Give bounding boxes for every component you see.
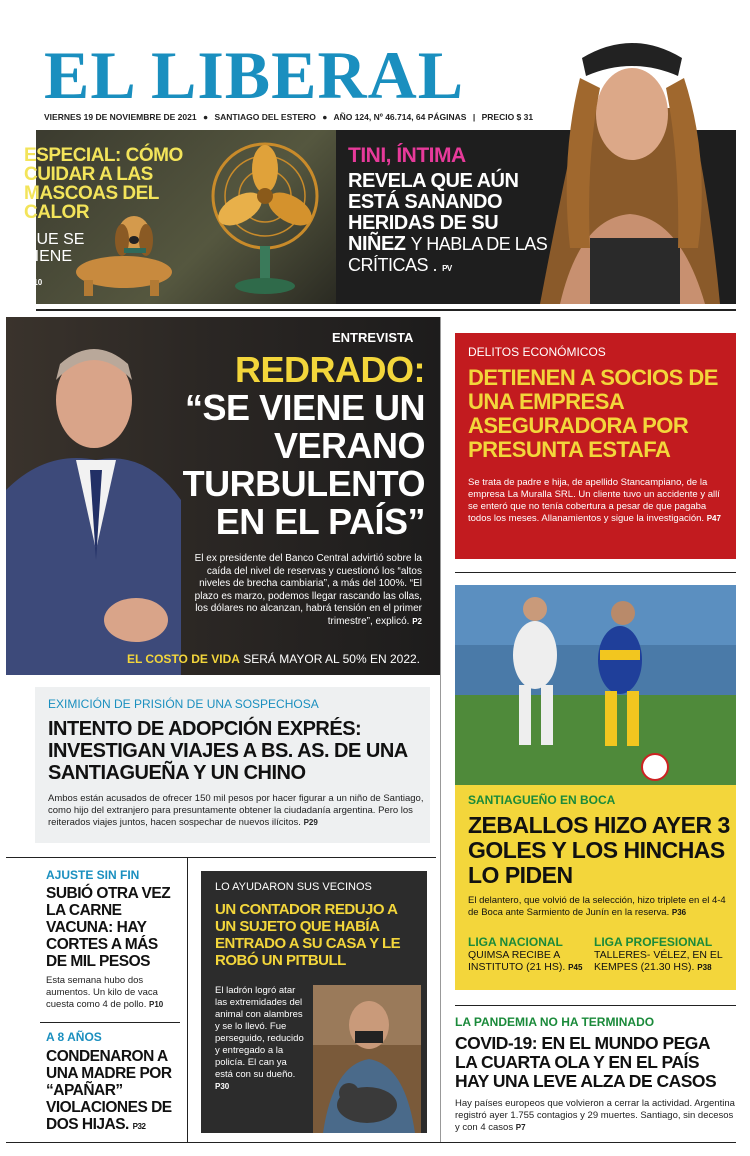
section-divider <box>6 1142 736 1143</box>
tini-portrait <box>520 18 740 304</box>
covid-summary-text: Hay países europeos que volvieron a cerrar la actividad. Argentina registró ayer 1.755 contagios y 29 muertes. Santiago, sin decesos y con 4 casos <box>455 1098 735 1133</box>
liga-profesional-text <box>594 949 732 974</box>
madre-story[interactable] <box>46 1030 180 1135</box>
section-divider <box>6 857 436 858</box>
column-divider <box>187 857 188 1142</box>
page-ref: P38 <box>697 963 712 972</box>
tini-headline-main: REVELA QUE AÚN ESTÁ SANANDO HERIDAS DE SU NIÑEZ <box>348 170 519 255</box>
page-ref: P10 <box>148 1000 164 1009</box>
liga-nacional-text <box>468 949 588 974</box>
redrado-footnote-text: SERÁ MAYOR AL 50% EN 2022. <box>243 652 420 666</box>
delitos-headline[interactable]: DETIENEN A SOCIOS DE UNA EMPRESA ASEGURADORA POR PRESUNTA ESTAFA <box>468 365 718 462</box>
section-divider <box>455 1005 736 1006</box>
zeballos-headline[interactable]: ZEBALLOS HIZO AYER 3 GOLES Y LOS HINCHAS LO PIDEN <box>468 812 730 888</box>
contador-kicker: LO AYUDARON SUS VECINOS <box>215 881 372 893</box>
eximicion-kicker: EXIMICIÓN DE PRISIÓN DE UNA SOSPECHOSA <box>48 697 319 711</box>
contador-headline[interactable]: UN CONTADOR REDUJO A UN SUJETO QUE HABÍA ENTRADO A SU CASA Y LE ROBÓ UN PITBULL <box>215 901 401 969</box>
redrado-summary <box>190 553 422 628</box>
madre-headline[interactable] <box>46 1048 180 1135</box>
page-ref: P45 <box>568 963 583 972</box>
delitos-summary <box>468 477 730 525</box>
divider: | <box>472 112 476 122</box>
eximicion-summary-text: Ambos están acusados de ofrecer 150 mil pesos por hacer figurar a un niño de Santiago, como hijo del extranjero para presuntamente obtener la ciudadanía argentina. Pero los reiterados viajes juntos, hacen sospechar de nuevos ilícitos. <box>48 793 424 828</box>
tini-headline[interactable] <box>348 171 548 279</box>
issue-place: SANTIAGO DEL ESTERO <box>214 112 316 122</box>
redrado-headline-quote: “SE VIENE UN VERANO TURBULENTO EN EL PAÍS” <box>182 387 425 542</box>
liga-nacional-kicker: LIGA NACIONAL <box>468 935 563 949</box>
covid-headline[interactable]: COVID-19: EN EL MUNDO PEGA LA CUARTA OLA Y EN EL PAÍS HAY UNA LEVE ALZA DE CASOS <box>455 1033 717 1091</box>
tini-kicker: TINI, ÍNTIMA <box>348 144 466 167</box>
liga-nacional-headline: QUIMSA RECIBE A INSTITUTO (21 HS). <box>468 949 566 973</box>
carne-story[interactable] <box>46 868 180 1011</box>
masthead <box>44 37 564 113</box>
page-ref: P36 <box>671 908 687 917</box>
page-ref: P47 <box>706 514 721 523</box>
section-divider <box>40 1022 180 1023</box>
page-ref: P2 <box>412 616 422 626</box>
redrado-summary-text: El ex presidente del Banco Central advirtió sobre la caída del nivel de reservas y cuestionó los “altos niveles de brecha cambiaria”, a más del 100%. “El plazo es marzo, podemos llegar rascando las ollas, los dólares no alcanzan, habrá tensión en el primer trimestre”, explicó. <box>194 553 422 627</box>
contador-summary-text: El ladrón logró atar las extremidades del animal con alambres y se lo llevó. Fue perseguido, reducido y entregado a la policía. El can ya está con su dueño. <box>215 985 304 1080</box>
bullet-icon: ● <box>202 112 209 122</box>
zeballos-summary <box>468 895 730 919</box>
page-ref: P30 <box>215 1082 230 1091</box>
page-ref: P7 <box>515 1123 526 1132</box>
issue-date: VIERNES 19 DE NOVIEMBRE DE 2021 <box>44 112 197 122</box>
liga-profesional-headline: TALLERES- VÉLEZ, EN EL KEMPES (21.30 HS). <box>594 949 723 973</box>
redrado-headline[interactable] <box>160 351 425 541</box>
redrado-footnote-highlight: EL COSTO DE VIDA <box>126 652 240 666</box>
page-ref: PV <box>442 264 452 273</box>
carne-kicker: AJUSTE SIN FIN <box>46 868 140 882</box>
page-ref: P32 <box>132 1122 146 1131</box>
madre-headline-text: CONDENARON A UNA MADRE POR “APAÑAR” VIOLACIONES DE DOS HIJAS. <box>46 1048 172 1133</box>
carne-summary-text: Esta semana hubo dos aumentos. Un kilo de vaca cuesta como 4 de pollo. <box>46 975 158 1010</box>
section-divider <box>36 309 736 311</box>
redrado-footnote[interactable] <box>120 652 420 666</box>
page-ref: P10 <box>28 278 43 287</box>
section-divider <box>455 572 736 573</box>
tini-headline-rest: Y HABLA DE LAS CRÍTICAS . <box>348 234 548 275</box>
newspaper-logo: EL LIBERAL <box>44 37 465 113</box>
madre-kicker: A 8 AÑOS <box>46 1030 102 1044</box>
liga-nacional-item[interactable] <box>468 935 588 974</box>
zeballos-kicker: SANTIAGUEÑO EN BOCA <box>468 793 616 807</box>
redrado-headline-name: REDRADO: <box>235 349 425 390</box>
carne-headline[interactable]: SUBIÓ OTRA VEZ LA CARNE VACUNA: HAY CORTES A MÁS DE MIL PESOS <box>46 885 171 970</box>
pets-headline[interactable]: ESPECIAL: CÓMO CUIDAR A LAS MASCOAS DEL CALOR <box>24 145 183 223</box>
bullet-icon: ● <box>322 112 328 122</box>
delitos-summary-text: Se trata de padre e hija, de apellido Stancampiano, de la empresa La Muralla SRL. Un cliente tuvo un accidente y allí se enteró que no tenía cobertura a pesar de que pagaba todos los meses. Allanamientos y sigue la investigación. <box>468 477 720 524</box>
football-match-photo <box>455 585 736 785</box>
issue-price: PRECIO $ 31 <box>481 112 534 122</box>
covid-summary <box>455 1098 735 1134</box>
eximicion-summary <box>48 793 428 829</box>
pets-subheadline: QUE SE VIENE <box>24 231 85 265</box>
liga-profesional-item[interactable] <box>594 935 732 974</box>
man-with-dog-photo <box>313 985 421 1133</box>
delitos-kicker: DELITOS ECONÓMICOS <box>468 345 606 359</box>
contador-summary <box>215 985 307 1093</box>
fan-illustration <box>200 134 330 300</box>
page-ref: P29 <box>303 818 318 827</box>
redrado-kicker: ENTREVISTA <box>332 330 414 345</box>
carne-summary <box>46 975 180 1011</box>
issue-number: AÑO 124, Nº 46.714, 64 PÁGINAS <box>333 112 467 122</box>
dateline <box>44 112 544 122</box>
liga-profesional-kicker: LIGA PROFESIONAL <box>594 935 713 949</box>
covid-kicker: LA PANDEMIA NO HA TERMINADO <box>455 1015 655 1029</box>
redrado-portrait <box>6 320 186 675</box>
eximicion-headline[interactable]: INTENTO DE ADOPCIÓN EXPRÉS: INVESTIGAN VIAJES A BS. AS. DE UNA SANTIAGUEÑA Y UN CHINO <box>48 718 407 784</box>
zeballos-summary-text: El delantero, que volvió de la selección, hizo triplete en el 4-4 de Boca ante Sarmiento de Junín en la reserva. <box>468 895 726 918</box>
column-divider <box>440 317 441 1142</box>
